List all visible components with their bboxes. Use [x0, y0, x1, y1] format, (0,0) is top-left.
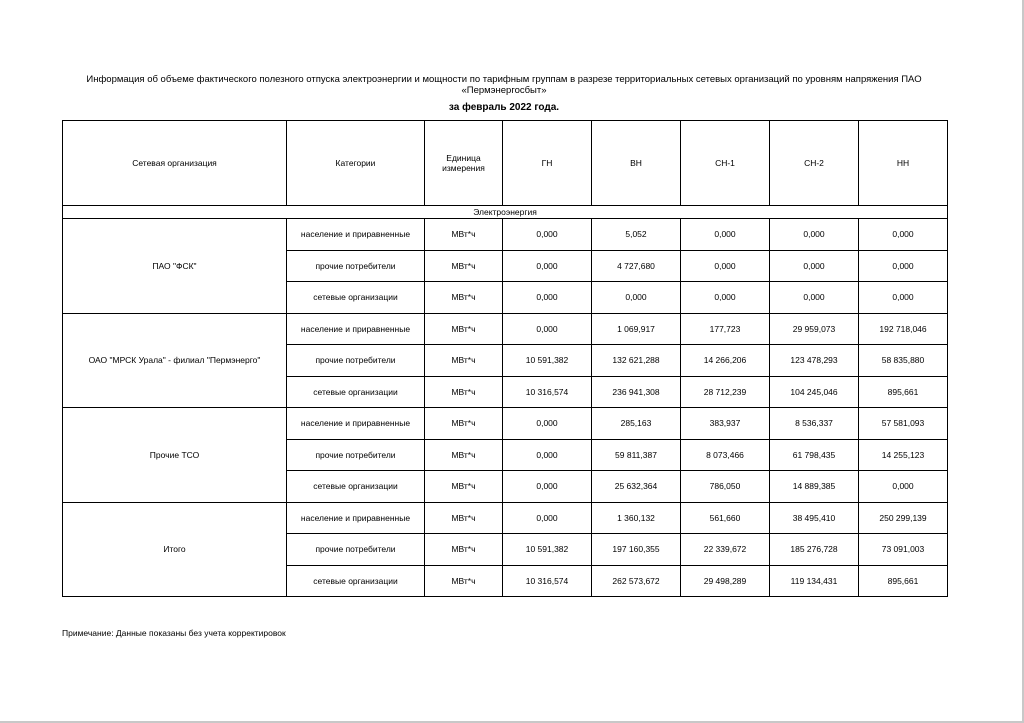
value-cell: 262 573,672 — [592, 565, 681, 597]
value-cell: 0,000 — [503, 219, 592, 251]
value-cell: 28 712,239 — [681, 376, 770, 408]
value-cell: 8 536,337 — [770, 408, 859, 440]
header-cell: Категории — [287, 121, 425, 206]
value-cell: 29 498,289 — [681, 565, 770, 597]
value-cell: 0,000 — [859, 471, 948, 503]
value-cell: 73 091,003 — [859, 534, 948, 566]
value-cell: 1 069,917 — [592, 313, 681, 345]
value-cell: 0,000 — [859, 250, 948, 282]
value-cell: 0,000 — [770, 282, 859, 314]
value-cell: 5,052 — [592, 219, 681, 251]
value-cell: 0,000 — [681, 219, 770, 251]
report-table — [62, 120, 948, 597]
category-cell: прочие потребители — [287, 345, 425, 377]
unit-cell: МВт*ч — [425, 282, 503, 314]
category-cell: сетевые организации — [287, 282, 425, 314]
header-cell: СН-1 — [681, 121, 770, 206]
header-cell: НН — [859, 121, 948, 206]
value-cell: 895,661 — [859, 376, 948, 408]
value-cell: 57 581,093 — [859, 408, 948, 440]
value-cell: 786,050 — [681, 471, 770, 503]
value-cell: 0,000 — [681, 282, 770, 314]
category-cell: население и приравненные — [287, 313, 425, 345]
value-cell: 197 160,355 — [592, 534, 681, 566]
value-cell: 383,937 — [681, 408, 770, 440]
table-row — [63, 313, 948, 345]
unit-cell: МВт*ч — [425, 565, 503, 597]
value-cell: 185 276,728 — [770, 534, 859, 566]
value-cell: 0,000 — [681, 250, 770, 282]
value-cell: 0,000 — [770, 250, 859, 282]
value-cell: 8 073,466 — [681, 439, 770, 471]
table-row — [63, 219, 948, 251]
value-cell: 285,163 — [592, 408, 681, 440]
value-cell: 38 495,410 — [770, 502, 859, 534]
network-org-cell: ОАО "МРСК Урала" - филиал "Пермэнерго" — [63, 313, 287, 408]
value-cell: 119 134,431 — [770, 565, 859, 597]
value-cell: 0,000 — [503, 471, 592, 503]
value-cell: 895,661 — [859, 565, 948, 597]
value-cell: 104 245,046 — [770, 376, 859, 408]
value-cell: 0,000 — [592, 282, 681, 314]
document-title: Информация об объеме фактического полезного отпуска электроэнергии и мощности по тарифным группам в разрезе территориальных сетевых организаций по уровням напряжения ПАО «Пермэнергосбыт» — [86, 74, 922, 96]
value-cell: 10 316,574 — [503, 565, 592, 597]
section-row — [63, 206, 948, 219]
value-cell: 0,000 — [770, 219, 859, 251]
unit-cell: МВт*ч — [425, 376, 503, 408]
header-cell: СН-2 — [770, 121, 859, 206]
value-cell: 0,000 — [503, 502, 592, 534]
value-cell: 236 941,308 — [592, 376, 681, 408]
unit-cell: МВт*ч — [425, 471, 503, 503]
network-org-cell: Итого — [63, 502, 287, 597]
value-cell: 59 811,387 — [592, 439, 681, 471]
value-cell: 0,000 — [503, 439, 592, 471]
header-cell: ВН — [592, 121, 681, 206]
value-cell: 10 591,382 — [503, 534, 592, 566]
network-org-cell: Прочие ТСО — [63, 408, 287, 503]
value-cell: 14 255,123 — [859, 439, 948, 471]
unit-cell: МВт*ч — [425, 534, 503, 566]
category-cell: прочие потребители — [287, 250, 425, 282]
value-cell: 4 727,680 — [592, 250, 681, 282]
value-cell: 0,000 — [859, 219, 948, 251]
category-cell: население и приравненные — [287, 408, 425, 440]
value-cell: 25 632,364 — [592, 471, 681, 503]
value-cell: 192 718,046 — [859, 313, 948, 345]
category-cell: прочие потребители — [287, 439, 425, 471]
value-cell: 22 339,672 — [681, 534, 770, 566]
value-cell: 10 591,382 — [503, 345, 592, 377]
value-cell: 123 478,293 — [770, 345, 859, 377]
category-cell: население и приравненные — [287, 219, 425, 251]
unit-cell: МВт*ч — [425, 313, 503, 345]
value-cell: 0,000 — [503, 250, 592, 282]
value-cell: 14 266,206 — [681, 345, 770, 377]
category-cell: сетевые организации — [287, 471, 425, 503]
table-row — [63, 502, 948, 534]
table-row — [63, 408, 948, 440]
value-cell: 14 889,385 — [770, 471, 859, 503]
footnote: Примечание: Данные показаны без учета корректировок — [62, 628, 286, 638]
value-cell: 132 621,288 — [592, 345, 681, 377]
category-cell: сетевые организации — [287, 565, 425, 597]
category-cell: сетевые организации — [287, 376, 425, 408]
header-cell: Сетевая организация — [63, 121, 287, 206]
document-period: за февраль 2022 года. — [448, 102, 560, 113]
unit-cell: МВт*ч — [425, 439, 503, 471]
value-cell: 58 835,880 — [859, 345, 948, 377]
value-cell: 177,723 — [681, 313, 770, 345]
section-label: Электроэнергия — [63, 206, 948, 219]
category-cell: население и приравненные — [287, 502, 425, 534]
network-org-cell: ПАО "ФСК" — [63, 219, 287, 314]
value-cell: 0,000 — [503, 408, 592, 440]
value-cell: 250 299,139 — [859, 502, 948, 534]
header-row — [63, 121, 948, 206]
unit-cell: МВт*ч — [425, 408, 503, 440]
value-cell: 1 360,132 — [592, 502, 681, 534]
unit-cell: МВт*ч — [425, 219, 503, 251]
value-cell: 0,000 — [859, 282, 948, 314]
header-cell: ГН — [503, 121, 592, 206]
value-cell: 561,660 — [681, 502, 770, 534]
header-cell: Единица измерения — [425, 121, 503, 206]
value-cell: 0,000 — [503, 282, 592, 314]
unit-cell: МВт*ч — [425, 250, 503, 282]
unit-cell: МВт*ч — [425, 345, 503, 377]
category-cell: прочие потребители — [287, 534, 425, 566]
value-cell: 29 959,073 — [770, 313, 859, 345]
unit-cell: МВт*ч — [425, 502, 503, 534]
value-cell: 10 316,574 — [503, 376, 592, 408]
value-cell: 0,000 — [503, 313, 592, 345]
value-cell: 61 798,435 — [770, 439, 859, 471]
